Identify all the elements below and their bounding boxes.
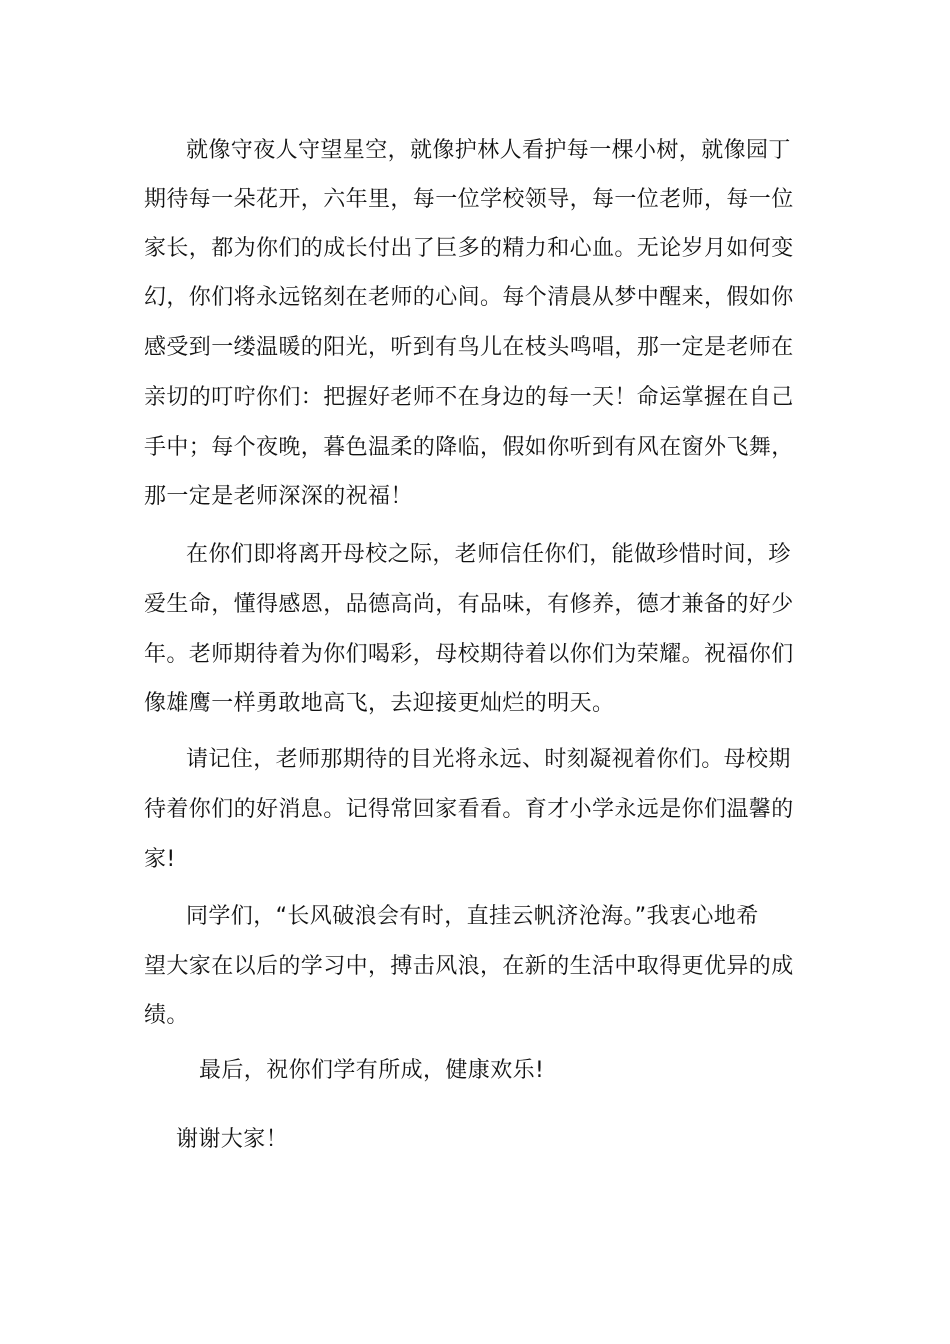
text-line: 年。老师期待着为你们喝彩，母校期待着以你们为荣耀。祝福你们 <box>144 642 794 667</box>
text-line: 在你们即将离开母校之际，老师信任你们，能做珍惜时间，珍 <box>186 542 791 567</box>
text-line: 像雄鹰一样勇敢地高飞，去迎接更灿烂的明天。 <box>144 691 615 716</box>
text-line: 最后，祝你们学有所成，健康欢乐! <box>199 1058 545 1083</box>
text-line: 谢谢大家！ <box>176 1127 289 1152</box>
text-line: 同学们，“长风破浪会有时，直挂云帆济沧海。”我衷心地希 <box>186 904 759 929</box>
text-line: 就像守夜人守望星空，就像护林人看护每一棵小树，就像园丁 <box>186 138 791 163</box>
text-line: 家长，都为你们的成长付出了巨多的精力和心血。无论岁月如何变 <box>144 236 794 261</box>
text-line: 幻，你们将永远铭刻在老师的心间。每个清晨从梦中醒来，假如你 <box>144 285 794 310</box>
text-line: 亲切的叮咛你们：把握好老师不在身边的每一天！命运掌握在自己 <box>144 385 794 410</box>
text-line: 期待每一朵花开，六年里，每一位学校领导，每一位老师，每一位 <box>144 187 794 212</box>
text-line: 望大家在以后的学习中，搏击风浪，在新的生活中取得更优异的成 <box>144 954 794 979</box>
text-line: 绩。 <box>144 1003 189 1028</box>
text-line: 家! <box>144 847 176 872</box>
text-line: 请记住，老师那期待的目光将永远、时刻凝视着你们。母校期 <box>186 747 791 772</box>
text-line: 感受到一缕温暖的阳光，听到有鸟儿在枝头鸣唱，那一定是老师在 <box>144 335 794 360</box>
text-line: 手中；每个夜晚，暮色温柔的降临，假如你听到有风在窗外飞舞， <box>144 435 794 460</box>
text-line: 那一定是老师深深的祝福！ <box>144 484 413 509</box>
text-line: 爱生命，懂得感恩，品德高尚，有品味，有修养，德才兼备的好少 <box>144 592 794 617</box>
text-line: 待着你们的好消息。记得常回家看看。育才小学永远是你们温馨的 <box>144 797 794 822</box>
